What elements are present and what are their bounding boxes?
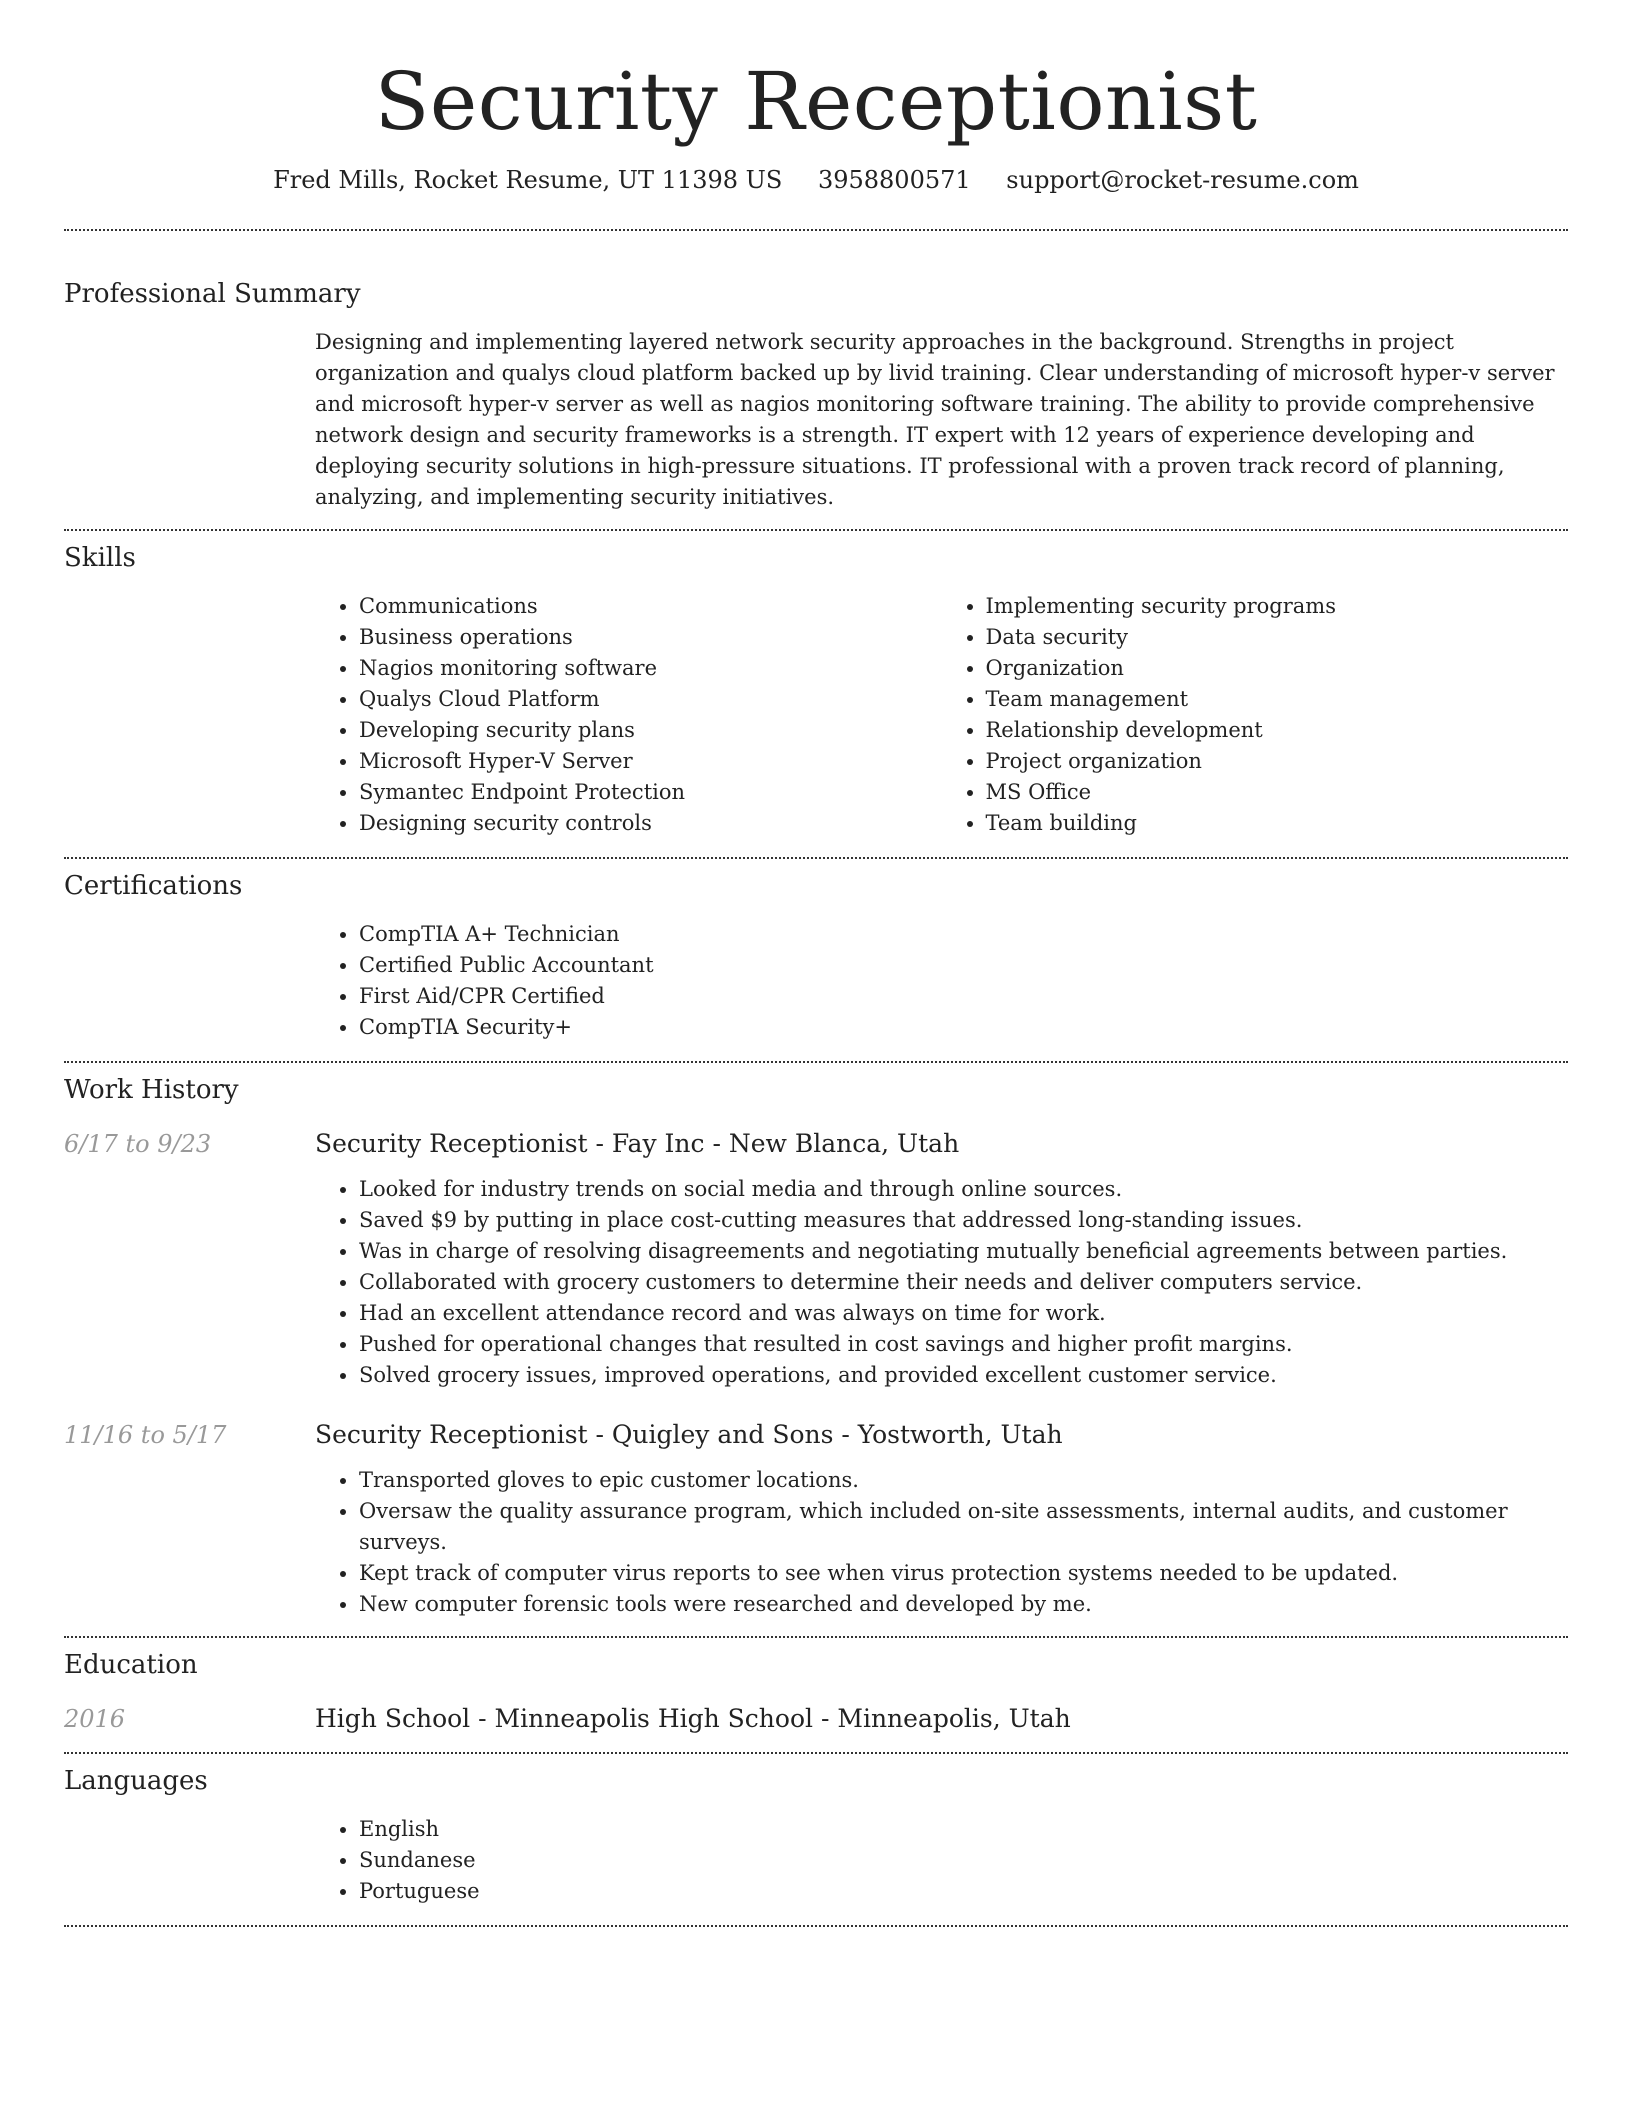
skill-item: • Symantec Endpoint Protection xyxy=(359,777,942,808)
language-item: • English xyxy=(359,1814,1568,1845)
skill-item: • Nagios monitoring software xyxy=(359,653,942,684)
certifications-list xyxy=(315,919,1568,1043)
job-bullet: • Kept track of computer virus reports to see when virus protection systems needed to be updated. xyxy=(359,1558,1568,1589)
skills-columns xyxy=(315,591,1568,839)
certifications-heading: Certifications xyxy=(64,871,243,901)
languages-section xyxy=(64,1764,1568,1907)
section-divider xyxy=(64,857,1568,859)
job-bullet: • Saved $9 by putting in place cost-cutting measures that addressed long-standing issues. xyxy=(359,1205,1568,1236)
certification-item: • CompTIA Security+ xyxy=(359,1012,1568,1043)
job-bullet: • Collaborated with grocery customers to determine their needs and deliver computers service. xyxy=(359,1267,1568,1298)
section-divider xyxy=(64,229,1568,231)
contact-line xyxy=(64,164,1568,196)
job-header xyxy=(64,1418,1568,1452)
skill-item: • Business operations xyxy=(359,622,942,653)
job-header xyxy=(64,1127,1568,1161)
section-divider xyxy=(64,1061,1568,1063)
language-item: • Sundanese xyxy=(359,1845,1568,1876)
skill-item: • Data security xyxy=(986,622,1569,653)
section-divider xyxy=(64,529,1568,531)
certification-item: • CompTIA A+ Technician xyxy=(359,919,1568,950)
work-heading: Work History xyxy=(64,1075,239,1105)
skills-heading: Skills xyxy=(64,543,136,573)
skill-item: • Developing security plans xyxy=(359,715,942,746)
job-bullet: • Had an excellent attendance record and was always on time for work. xyxy=(359,1298,1568,1329)
skills-list-right xyxy=(942,591,1569,839)
skill-item: • Team management xyxy=(986,684,1569,715)
education-entry xyxy=(64,1702,1568,1736)
job-bullets xyxy=(315,1465,1568,1620)
certifications-body xyxy=(315,919,1568,1043)
skill-item: • Team building xyxy=(986,808,1569,839)
job-bullets xyxy=(315,1174,1568,1391)
job-bullet: • Pushed for operational changes that resulted in cost savings and higher profit margins. xyxy=(359,1329,1568,1360)
skills-section xyxy=(64,541,1568,839)
summary-text: Designing and implementing layered network security approaches in the background. Strengths in project organization and qualys cloud platform backed up by livid training. Clear understanding of microsoft hyper-v server and microsoft hyper-v server as well as nagios monitoring software training. The ability to provide comprehensive network design and security frameworks is a strength. IT expert with 12 years of experience developing and deploying security solutions in high-pressure situations. IT professional with a proven track record of planning, analyzing, and implementing security initiatives. xyxy=(315,330,1555,509)
skill-item: • Qualys Cloud Platform xyxy=(359,684,942,715)
job-bullet: • Transported gloves to epic customer locations. xyxy=(359,1465,1568,1496)
job-bullet: • New computer forensic tools were researched and developed by me. xyxy=(359,1589,1568,1620)
skill-item: • Project organization xyxy=(986,746,1569,777)
section-divider xyxy=(64,1636,1568,1638)
education-year: 2016 xyxy=(64,1705,126,1733)
job-bullet: • Was in charge of resolving disagreements and negotiating mutually beneficial agreements between parties. xyxy=(359,1236,1568,1267)
languages-list xyxy=(315,1814,1568,1907)
job-details xyxy=(315,1174,1568,1391)
education-section xyxy=(64,1648,1568,1736)
skill-item: • Relationship development xyxy=(986,715,1569,746)
job-details xyxy=(315,1465,1568,1620)
job-dates: 11/16 to 5/17 xyxy=(64,1421,227,1449)
education-heading: Education xyxy=(64,1650,198,1680)
work-section xyxy=(64,1073,1568,1620)
job-bullet: • Solved grocery issues, improved operations, and provided excellent customer service. xyxy=(359,1360,1568,1391)
education-title: High School - Minneapolis High School - Minneapolis, Utah xyxy=(315,1704,1071,1733)
skill-item: • Microsoft Hyper-V Server xyxy=(359,746,942,777)
certifications-section xyxy=(64,869,1568,1043)
skill-item: • Designing security controls xyxy=(359,808,942,839)
contact-address: Fred Mills, Rocket Resume, UT 11398 US xyxy=(273,166,783,194)
languages-body xyxy=(315,1814,1568,1907)
job-bullet: • Oversaw the quality assurance program, which included on-site assessments, internal audits, and customer surveys. xyxy=(359,1496,1568,1558)
job-dates: 6/17 to 9/23 xyxy=(64,1130,212,1158)
skill-item: • Communications xyxy=(359,591,942,622)
contact-email: support@rocket-resume.com xyxy=(1006,166,1359,194)
skill-item: • MS Office xyxy=(986,777,1569,808)
language-item: • Portuguese xyxy=(359,1876,1568,1907)
resume-title: Security Receptionist xyxy=(374,55,1258,148)
certification-item: • Certified Public Accountant xyxy=(359,950,1568,981)
summary-heading: Professional Summary xyxy=(64,279,361,309)
summary-section xyxy=(64,277,1568,513)
job-entry xyxy=(64,1418,1568,1620)
certification-item: • First Aid/CPR Certified xyxy=(359,981,1568,1012)
job-entry xyxy=(64,1127,1568,1391)
skills-list-left xyxy=(315,591,942,839)
job-title: Security Receptionist - Fay Inc - New Blanca, Utah xyxy=(315,1129,960,1158)
section-divider xyxy=(64,1925,1568,1927)
job-title: Security Receptionist - Quigley and Sons - Yostworth, Utah xyxy=(315,1420,1063,1449)
job-bullet: • Looked for industry trends on social media and through online sources. xyxy=(359,1174,1568,1205)
skill-item: • Organization xyxy=(986,653,1569,684)
section-divider xyxy=(64,1752,1568,1754)
languages-heading: Languages xyxy=(64,1766,208,1796)
summary-body xyxy=(315,327,1568,513)
resume-page xyxy=(64,0,1568,1927)
skill-item: • Implementing security programs xyxy=(986,591,1569,622)
contact-phone: 3958800571 xyxy=(817,166,971,194)
